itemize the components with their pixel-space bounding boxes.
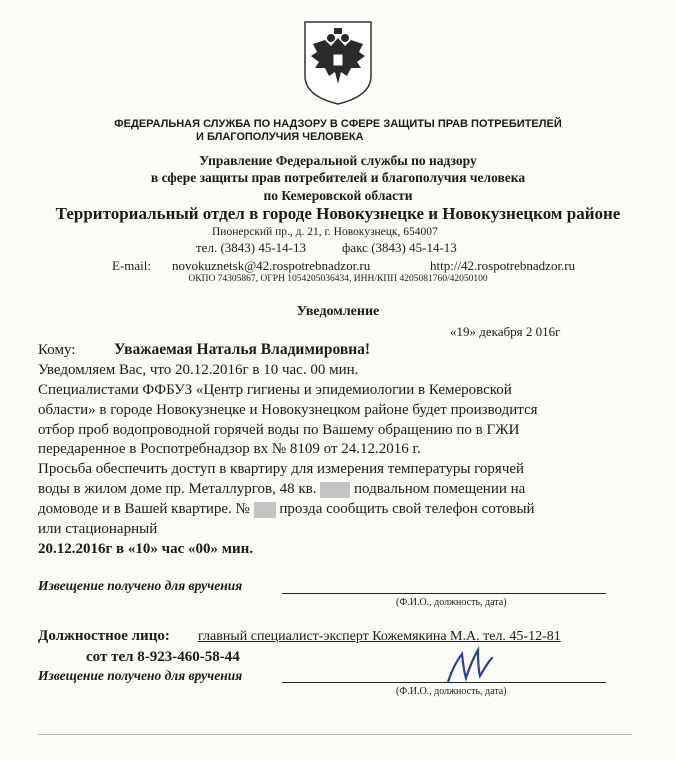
official-label: Должностное лицо: (38, 628, 170, 644)
address: Пионерский пр., д. 21, г. Новокузнецк, 654007 (212, 226, 438, 238)
body-line-segment: домоводе и в Вашей квартире. № (38, 501, 250, 517)
body-line (38, 481, 525, 498)
registration-codes: ОКПО 74305867, ОГРН 1054205036434, ИНН/КПП 4205081760/42050100 (188, 274, 488, 284)
body-line: Просьба обеспечить доступ в квартиру для измерения температуры горячей (38, 461, 525, 477)
signature-caption: (Ф.И.О., должность, дата) (396, 597, 507, 608)
email-link[interactable]: novokuznetsk@42.rospotrebnadzor.ru (172, 258, 371, 273)
body-line: передаренное в Роспотребнадзор вх № 8109 от 24.12.2016 г. (38, 441, 421, 457)
agency-name-line1: ФЕДЕРАЛЬНАЯ СЛУЖБА ПО НАДЗОРУ В СФЕРЕ ЗАЩИТЫ ПРАВ ПОТРЕБИТЕЛЕЙ (114, 118, 562, 130)
fax: факс (3843) 45-14-13 (342, 240, 457, 255)
signature-caption: (Ф.И.О., должность, дата) (396, 686, 507, 697)
agency-name-line2: И БЛАГОПОЛУЧИЯ ЧЕЛОВЕКА (196, 131, 364, 143)
official-label-text: Должностное лицо (38, 628, 165, 644)
body-line: области» в городе Новокузнецке и Новокузнецком районе будет производится (38, 402, 538, 418)
received-label: Извещение получено для вручения (38, 578, 243, 593)
sampling-datetime: 20.12.2016г в «10» час «00» мин. (38, 541, 254, 557)
redacted-apartment (320, 482, 350, 498)
body-line: Специалистами ФФБУЗ «Центр гигиены и эпидемиологии в Кемеровской (38, 382, 512, 398)
office-name: Территориальный отдел в городе Новокузнецке и Новокузнецком районе (55, 204, 621, 223)
received-label: Извещение получено для вручения (38, 668, 243, 683)
recipient-name: Уважаемая Наталья Владимировна! (114, 341, 371, 358)
body-line-segment: воды в жилом доме пр. Металлургов, 48 кв. (38, 481, 317, 497)
coat-of-arms-emblem (299, 18, 377, 106)
signature-line[interactable] (282, 593, 606, 594)
notice-date: «19» декабря 2 016г (450, 324, 561, 339)
website-link[interactable]: http://42.rospotrebnadzor.ru (430, 258, 576, 273)
mobile-phone: сот тел 8-923-460-58-44 (86, 649, 240, 665)
redacted-number (254, 502, 276, 518)
notice-title: Уведомление (296, 304, 380, 319)
page-divider (38, 734, 632, 735)
department-line1: Управление Федеральной службы по надзору (199, 153, 477, 168)
department-line3: по Кемеровской области (263, 188, 413, 203)
to-label: Кому: (38, 342, 76, 358)
handwritten-signature (444, 642, 496, 690)
phone: тел. (3843) 45-14-13 (196, 240, 307, 255)
body-line: Уведомляем Вас, что 20.12.2016г в 10 час. 00 мин. (38, 362, 359, 378)
body-line: отбор проб водопроводной горячей воды по Вашему обращению по в ГЖИ (38, 422, 520, 438)
body-line (38, 501, 535, 518)
email-label: E-mail: (112, 258, 151, 273)
body-line: или стационарный (38, 521, 158, 537)
body-line-segment: прозда сообщить свой телефон сотовый (279, 501, 535, 517)
official-value: главный специалист-эксперт Кожемякина М.А. тел. 45-12-81 (198, 629, 561, 644)
department-line2: в сфере защиты прав потребителей и благополучия человека (150, 170, 526, 185)
body-line-segment: подвальном помещении на (353, 481, 526, 497)
